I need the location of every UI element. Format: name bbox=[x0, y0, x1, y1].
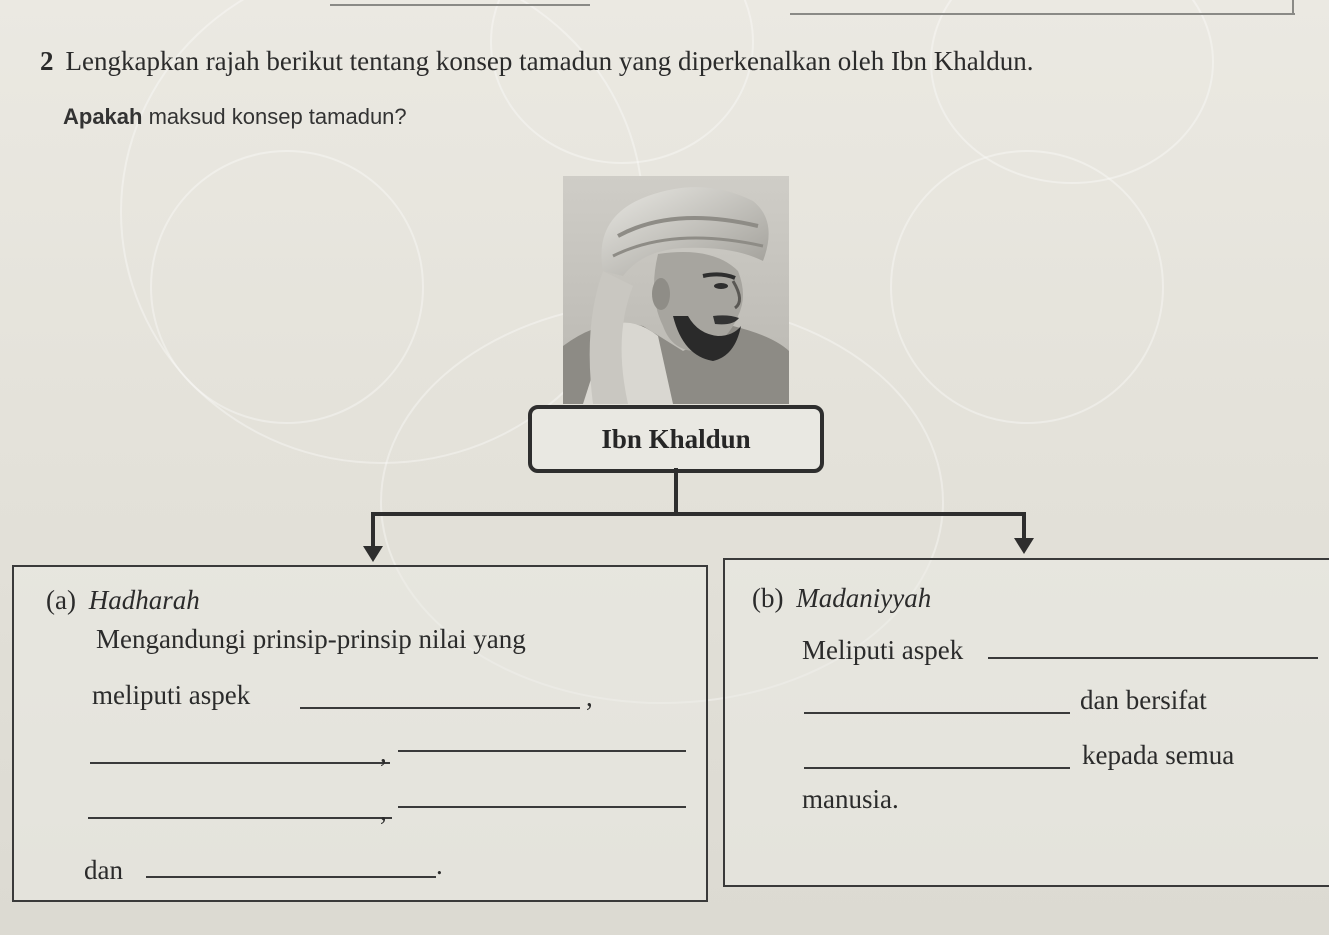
madaniyyah-title: Madaniyyah bbox=[796, 583, 932, 613]
question-prompt-text: maksud konsep tamadun? bbox=[142, 104, 407, 129]
comma-separator: , bbox=[586, 682, 593, 712]
arrow-down-right-icon bbox=[1014, 538, 1034, 554]
answer-blank[interactable] bbox=[88, 817, 392, 819]
question-number: 2 bbox=[40, 46, 54, 76]
period: . bbox=[436, 850, 443, 880]
answer-blank[interactable] bbox=[146, 876, 436, 878]
answer-blank[interactable] bbox=[300, 707, 580, 709]
madaniyyah-marker: (b) bbox=[752, 583, 784, 613]
hadharah-marker: (a) bbox=[46, 585, 76, 615]
center-label: Ibn Khaldun bbox=[601, 423, 751, 454]
answer-blank[interactable] bbox=[398, 750, 686, 752]
hadharah-line1: Mengandungi prinsip-prinsip nilai yang bbox=[96, 624, 526, 654]
answer-blank[interactable] bbox=[988, 657, 1318, 659]
comma-separator: , bbox=[380, 738, 387, 768]
madaniyyah-line3: kepada semua bbox=[1082, 740, 1235, 770]
hadharah-line2: meliputi aspek bbox=[92, 680, 251, 710]
hadharah-last-word: dan bbox=[84, 855, 123, 885]
arrow-down-left-icon bbox=[363, 546, 383, 562]
answer-blank[interactable] bbox=[398, 806, 686, 808]
hadharah-title: Hadharah bbox=[88, 585, 200, 615]
question-prompt-bold: Apakah bbox=[63, 104, 143, 129]
answer-blank[interactable] bbox=[804, 712, 1070, 714]
question-instruction: Lengkapkan rajah berikut tentang konsep tamadun yang diperkenalkan oleh Ibn Khaldun. bbox=[65, 46, 1034, 76]
answer-blank[interactable] bbox=[90, 762, 390, 764]
comma-separator: , bbox=[380, 796, 387, 826]
madaniyyah-line1: Meliputi aspek bbox=[802, 635, 964, 665]
hadharah-heading bbox=[46, 585, 200, 616]
madaniyyah-line2: dan bersifat bbox=[1080, 685, 1207, 715]
madaniyyah-heading bbox=[752, 583, 931, 614]
madaniyyah-line4: manusia. bbox=[802, 784, 899, 814]
answer-blank[interactable] bbox=[804, 767, 1070, 769]
